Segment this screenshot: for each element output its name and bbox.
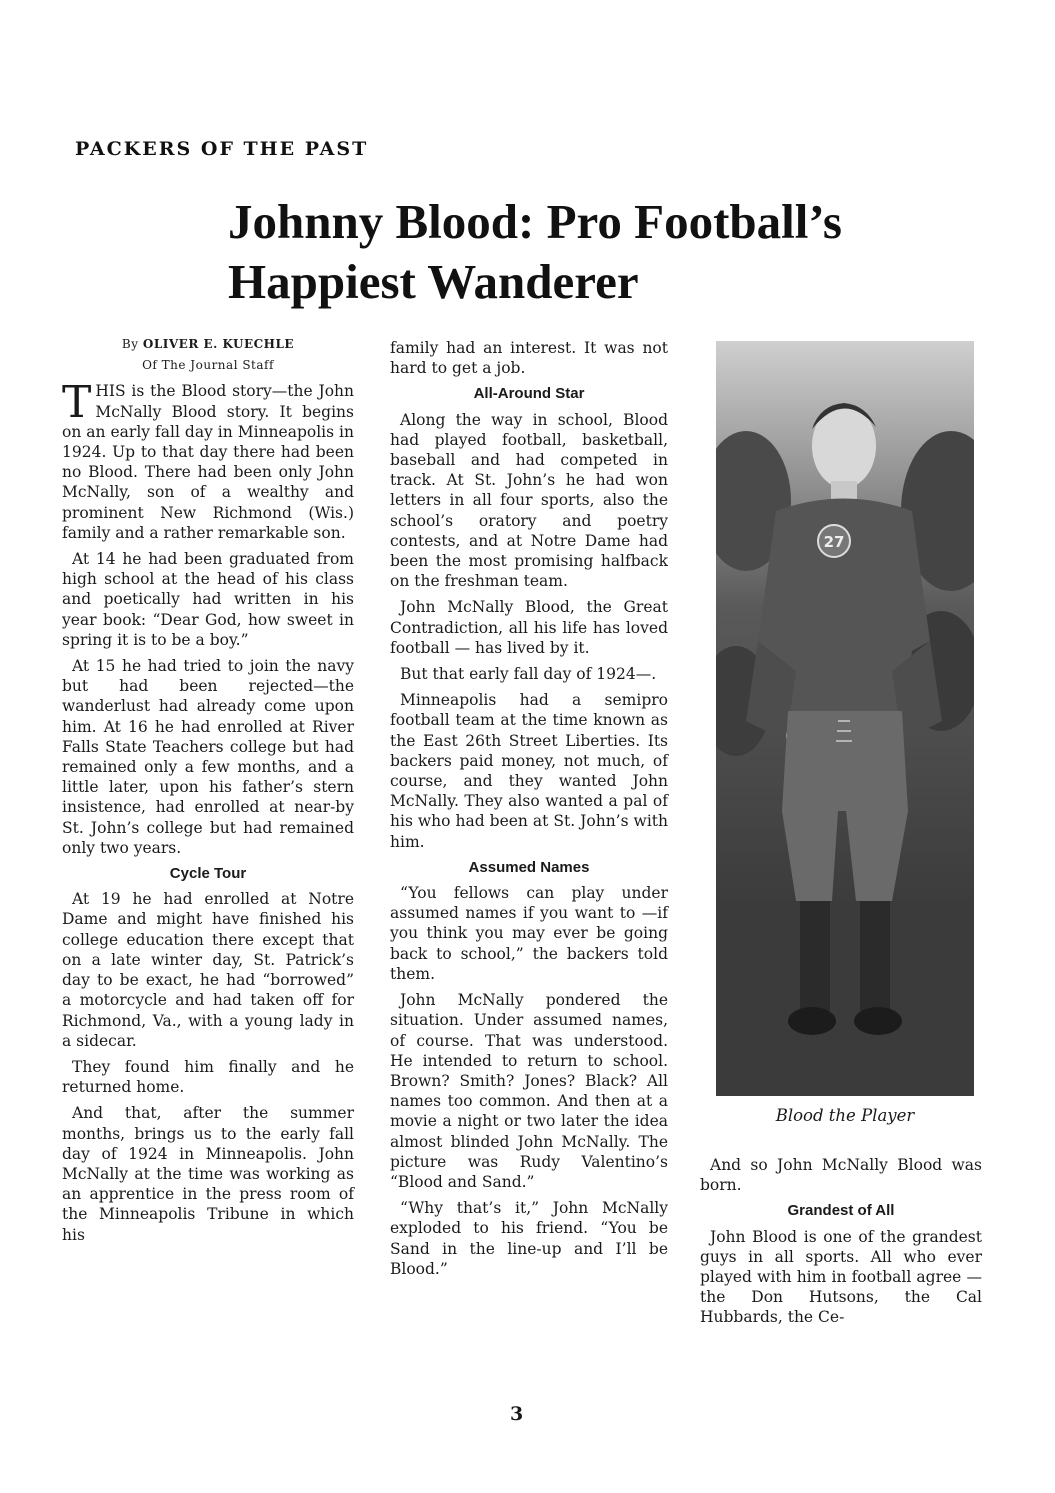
paragraph-text: HIS is the Blood story—the John McNally Blood story. It begins on an early fall day in Minneapolis in 1924. Up to that day there had been no Blood. There had been only John McNally, son of a wealthy and prominent New Richmond (Wis.) family and a rather remarkable son. [62, 382, 354, 542]
photo-caption: Blood the Player [775, 1106, 915, 1125]
paragraph: They found him finally and he returned home. [62, 1057, 354, 1097]
subhead-cycle-tour: Cycle Tour [169, 865, 247, 883]
paragraph: Minneapolis had a semipro football team at the time known as the East 26th Street Liberties. Its backers paid money, not much, of course, and they wanted John McNally. They also wanted a pal of his who had been at St. John’s with him. [390, 691, 668, 851]
subhead-all-around-star: All-Around Star [473, 385, 585, 403]
paragraph: John McNally pondered the situation. Under assumed names, of course. That was understood. He intended to return to school. Brown? Smith? Jones? Black? All names too common. And then at a movie a night or two later the idea almost blinded John McNally. The picture was Rudy Valentino’s “Blood and Sand.” [390, 991, 668, 1191]
paragraph: At 14 he had been graduated from high school at the head of his class and poetically had written in his year book: “Dear God, how sweet in spring it is to be a boy.” [62, 550, 354, 649]
article-column-2 [390, 338, 668, 1285]
player-photo [716, 341, 974, 1096]
paragraph: At 19 he had enrolled at Notre Dame and might have finished his college education there except that on a late winter day, St. Patrick’s day to be exact, he had “borrowed” a motorcycle and had taken off for Richmond, Va., with a young lady in a sidecar. [62, 890, 354, 1050]
article-column-3 [700, 1155, 982, 1334]
section-kicker: PACKERS OF THE PAST [75, 138, 369, 160]
drop-cap: T [62, 377, 92, 429]
byline-staff: Of The Journal Staff [142, 358, 274, 373]
paragraph: “You fellows can play under assumed names if you want to —if you think you may ever be going back to school,” the backers told them. [390, 884, 668, 983]
subhead-assumed-names: Assumed Names [468, 858, 590, 876]
subhead-grandest-of-all: Grandest of All [787, 1202, 895, 1220]
paragraph: But that early fall day of 1924—. [400, 665, 657, 684]
paragraph: John McNally Blood, the Great Contradiction, all his life has loved football — has lived by it. [390, 598, 668, 657]
football-player-illustration [716, 341, 974, 1096]
byline-author: OLIVER E. KUECHLE [142, 337, 295, 351]
article-column-1 [62, 334, 354, 1251]
paragraph: At 15 he had tried to join the navy but had been rejected—the wanderlust had already come upon him. At 16 he had enrolled at River Falls State Teachers college but had remained only a few months, and a little later, upon his father’s stern insistence, had enrolled at near-by St. John’s college but had remained only two years. [62, 657, 354, 857]
paragraph: John Blood is one of the grandest guys in all sports. All who ever played with him in football agree — the Don Hutsons, the Cal Hubbards, the Ce- [700, 1227, 982, 1327]
byline [62, 334, 354, 354]
paragraph: And so John McNally Blood was born. [700, 1156, 982, 1195]
byline-prefix: By [121, 337, 139, 351]
paragraph: Along the way in school, Blood had played football, basketball, baseball and had competed in track. At St. John’s he had won letters in all four sports, also the school’s oratory and poetry contests, and at Notre Dame had been the most promising halfback on the freshman team. [390, 410, 668, 591]
page-number: 3 [510, 1403, 524, 1425]
headline-line-2: Happiest Wanderer [228, 254, 639, 309]
paragraph: “Why that’s it,” John McNally exploded to his friend. “You be Sand in the line-up and I’ll be Blood.” [390, 1199, 668, 1278]
jersey-number: 27 [823, 533, 845, 551]
headline [228, 192, 948, 312]
paragraph: family had an interest. It was not hard to get a job. [390, 339, 668, 378]
paragraph: And that, after the summer months, brings us to the early fall day of 1924 in Minneapolis. John McNally at the time was working as an apprentice in the press room of the Minneapolis Tribune in which his [62, 1104, 354, 1244]
paragraph [62, 377, 354, 543]
headline-line-1: Johnny Blood: Pro Football’s [228, 194, 842, 249]
